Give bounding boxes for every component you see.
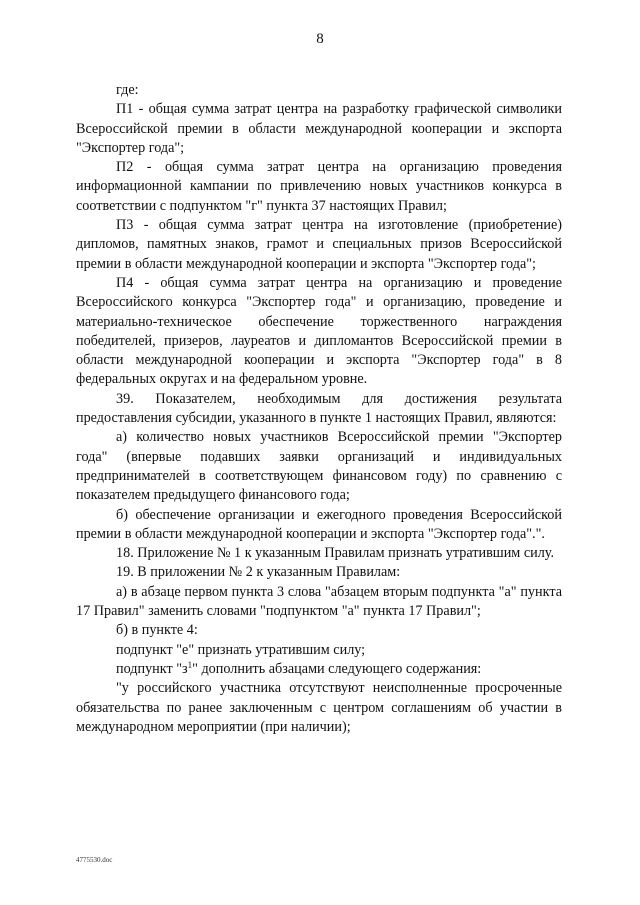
paragraph-quote-russian-participant: "у российского участника отсутствуют неисполненные просроченные обязательства по ранее заключенным с центром соглашениям об участии в международном мероприятии (при наличии);	[76, 680, 562, 735]
document-body	[76, 81, 562, 737]
paragraph-p4: П4 - общая сумма затрат центра на организацию и проведение Всероссийского конкурса "Экспортер года" и организацию, проведение и материально-техническое обеспечение торжественного награждения победителей, призеров, лауреатов и дипломантов Всероссийской премии в области международной кооперации и экспорта "Экспортер года" в 8 федеральных округах и на федеральном уровне.	[76, 274, 562, 388]
paragraph-p2: П2 - общая сумма затрат центра на организацию проведения информационной кампании по привлечению новых участников конкурса в соответствии с подпунктом "г" пункта 37 настоящих Правил;	[76, 159, 562, 214]
footer-filename: 4775530.doc	[76, 856, 113, 864]
paragraph-subitem-z1	[76, 660, 562, 679]
paragraph-item-19: 19. В приложении № 2 к указанным Правилам:	[116, 564, 401, 581]
paragraph-p3: П3 - общая сумма затрат центра на изготовление (приобретение) дипломов, памятных знаков, грамот и специальных призов Всероссийской премии в области международной кооперации и экспорта "Экспортер года";	[76, 217, 562, 272]
paragraph-subitem-e: подпункт "е" признать утратившим силу;	[116, 641, 366, 658]
paragraph-item-18: 18. Приложение № 1 к указанным Правилам признать утратившим силу.	[116, 545, 555, 562]
paragraph-19-a: а) в абзаце первом пункта 3 слова "абзацем вторым подпункта "а" пункта 17 Правил" заменить словами "подпунктом "а" пункта 17 Правил";	[76, 583, 562, 620]
paragraph-19-b: б) в пункте 4:	[116, 622, 198, 639]
paragraph-39-a: а) количество новых участников Всероссийской премии "Экспортер года" (впервые подавших заявки организаций и индивидуальных предпринимателей в соответствующем финансовом году) по сравнению с показателем предыдущего финансового года;	[76, 429, 562, 504]
paragraph-p1: П1 - общая сумма затрат центра на разработку графической символики Всероссийской премии в области международной кооперации и экспорта "Экспортер года";	[76, 101, 562, 156]
paragraph-where: где:	[116, 82, 139, 98]
subitem-z1-text-after: " дополнить абзацами следующего содержания:	[192, 660, 482, 677]
paragraph-39-b: б) обеспечение организации и ежегодного проведения Всероссийской премии в области международной кооперации и экспорта "Экспортер года".".	[76, 506, 562, 542]
superscript-one: 1	[187, 659, 193, 670]
paragraph-item-39: 39. Показателем, необходимым для достижения результата предоставления субсидии, указанного в пункте 1 настоящих Правил, являются:	[76, 390, 562, 427]
subitem-z1-text-before: подпункт "з	[116, 660, 188, 677]
page-number: 8	[316, 31, 324, 47]
